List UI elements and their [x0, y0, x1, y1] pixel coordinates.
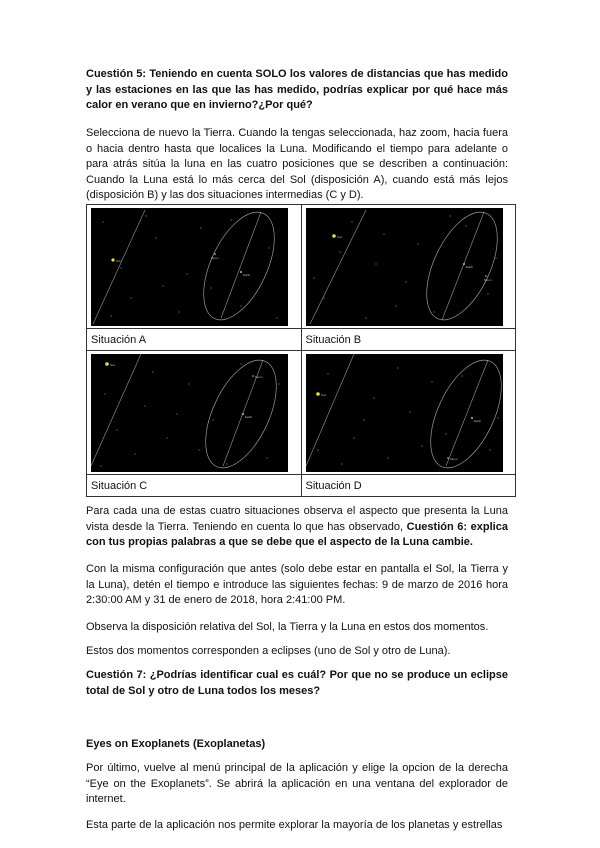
- screenshot-situation-a: [91, 208, 288, 326]
- label-sun-c: Sun: [110, 363, 116, 367]
- cell-situation-c-image: [87, 351, 302, 475]
- question-5: Cuestión 5: Teniendo en cuenta SOLO los valores de distancias que has medido y las estaciones en las que las has medido, podrías explicar por qué hace más calor en verano que en invierno?¿Por qué?: [86, 68, 508, 112]
- caption-situation-c: Situación C: [87, 475, 302, 497]
- paragraph-observe-moon: [86, 504, 508, 551]
- label-moon-b: Moon: [483, 278, 492, 282]
- exoplanets-paragraph-1: Por último, vuelve al menú principal de la aplicación y elige la opcion de la derecha “Eye on the Exoplanets”. Se abrirá la aplicación en una ventana del explorador de internet.: [86, 762, 508, 806]
- screenshot-situation-c: [91, 354, 288, 472]
- label-sun-a: Sun: [116, 259, 122, 263]
- question-7: Cuestión 7: ¿Podrías identificar cual es cuál? Por que no se produce un eclipse total de Sol y otro de Luna todos los meses?: [86, 669, 508, 697]
- screenshot-situation-d: [306, 354, 503, 472]
- label-moon-c: Moon: [255, 375, 263, 379]
- label-sun-d: Sun: [320, 393, 326, 397]
- cell-situation-d-image: [301, 351, 516, 475]
- label-earth-d: Earth: [473, 419, 481, 423]
- paragraph-configuration: Con la misma configuración que antes (solo debe estar en pantalla el Sol, la Tierra y la Luna), detén el tiempo e introduce las siguientes fechas: 9 de marzo de 2016 hora 2:30:00 AM y 31 de enero de 2018, hora 2:41:00 PM.: [86, 563, 508, 607]
- label-earth-b: Earth: [465, 265, 473, 269]
- moon-positions-figure-table: [86, 204, 516, 497]
- exoplanets-heading: Eyes on Exoplanets (Exoplanetas): [86, 738, 266, 750]
- label-moon-a: Moon: [211, 256, 219, 260]
- label-earth-a: Earth: [243, 273, 251, 277]
- intro-paragraph: Selecciona de nuevo la Tierra. Cuando la tengas seleccionada, haz zoom, hacia fuera o hacia dentro hasta que localices la Luna. Modificando el tiempo para adelante o para atrás sitúa la luna en las cuatro posiciones que se describen a continuación: Cuando la Luna está lo más cerca del Sol (disposición A), cuando está más lejos (disposición B) y las dos situaciones intermedias (C y D).: [86, 127, 508, 202]
- question-6: Cuestión 6: explica con tus propias palabras a que se debe que el aspecto de la Luna cambie.: [86, 520, 508, 549]
- label-earth-c: Earth: [245, 415, 253, 419]
- paragraph-eclipses: Estos dos momentos corresponden a eclipses (uno de Sol y otro de Luna).: [86, 645, 451, 657]
- exoplanets-paragraph-2: Esta parte de la aplicación nos permite explorar la mayoría de los planetas y estrellas: [86, 819, 503, 831]
- caption-situation-a: Situación A: [87, 329, 302, 351]
- label-moon-d: Moon: [449, 457, 458, 461]
- caption-situation-d: Situación D: [301, 475, 516, 497]
- observe-text: Para cada una de estas cuatro situaciones observa el aspecto que presenta la Luna vista desde la Tierra. Teniendo en cuenta lo que has observado,: [86, 505, 508, 533]
- screenshot-situation-b: [306, 208, 503, 326]
- cell-situation-a-image: [87, 205, 302, 329]
- cell-situation-b-image: [301, 205, 516, 329]
- paragraph-disposition: Observa la disposición relativa del Sol, la Tierra y la Luna en estos dos momentos.: [86, 621, 489, 633]
- caption-situation-b: Situación B: [301, 329, 516, 351]
- label-sun-b: Sun: [336, 235, 342, 239]
